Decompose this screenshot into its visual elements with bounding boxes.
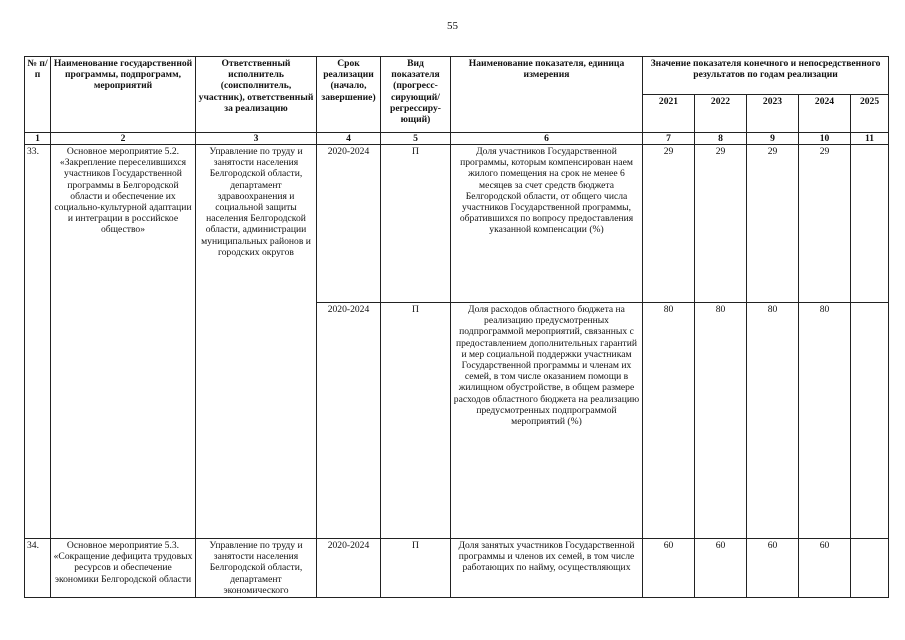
value-cell — [851, 303, 889, 539]
value-cell: 80 — [643, 303, 695, 539]
column-number: 10 — [799, 133, 851, 145]
measure-name: Основное мероприятие 5.2. «Закрепление переселившихся участников Государственной программы в Белгородской области и обеспечение их социально-культурной адаптации и интеграции в российское общество» — [51, 145, 196, 539]
header-indicator-type: Вид показателя (прогресс-сирующий/ регрессиру-ющий) — [381, 57, 451, 133]
header-year: 2021 — [643, 95, 695, 133]
header-term: Срок реализации (начало, завершение) — [317, 57, 381, 133]
column-number: 8 — [695, 133, 747, 145]
column-number: 3 — [196, 133, 317, 145]
value-cell: 29 — [747, 145, 799, 303]
column-number: 4 — [317, 133, 381, 145]
value-cell: 60 — [747, 539, 799, 598]
header-values-group: Значение показателя конечного и непосредственного результатов по годам реализации — [643, 57, 889, 95]
header-year: 2024 — [799, 95, 851, 133]
value-cell: 29 — [643, 145, 695, 303]
value-cell: 80 — [747, 303, 799, 539]
header-indicator-name: Наименование показателя, единица измерения — [451, 57, 643, 133]
header-responsible: Ответственный исполнитель (соисполнитель, участник), ответственный за реализацию — [196, 57, 317, 133]
measure-name: Основное мероприятие 5.3. «Сокращение дефицита трудовых ресурсов и обеспечение экономики Белгородской области — [51, 539, 196, 598]
table-row — [25, 145, 889, 303]
responsible-executor: Управление по труду и занятости населения Белгородской области, департамент здравоохранения и социальной защиты населения Белгородской области, администрации муниципальных районов и городских округов — [196, 145, 317, 539]
value-cell: 60 — [799, 539, 851, 598]
header-program-name: Наименование государственной программы, подпрограмм, мероприятий — [51, 57, 196, 133]
indicator-type-cell: П — [381, 539, 451, 598]
indicator-name-cell: Доля расходов областного бюджета на реализацию предусмотренных подпрограммой мероприятий, связанных с предоставлением дополнительных гарантий и мер социальной поддержки участникам Государственной программы и членам их семей, в том числе оказанием помощи в жилищном обустройстве, в общем размере расходов областного бюджета на реализацию предусмотренных подпрограммой мероприятий (%) — [451, 303, 643, 539]
column-number: 9 — [747, 133, 799, 145]
header-year: 2025 — [851, 95, 889, 133]
value-cell: 80 — [799, 303, 851, 539]
column-number: 6 — [451, 133, 643, 145]
header-year: 2023 — [747, 95, 799, 133]
indicators-table — [24, 56, 889, 598]
term-cell: 2020-2024 — [317, 303, 381, 539]
value-cell — [851, 145, 889, 303]
value-cell — [851, 539, 889, 598]
column-number: 2 — [51, 133, 196, 145]
indicator-type-cell: П — [381, 145, 451, 303]
header-year: 2022 — [695, 95, 747, 133]
value-cell: 60 — [643, 539, 695, 598]
indicator-type-cell: П — [381, 303, 451, 539]
indicator-name-cell: Доля участников Государственной программы, которым компенсирован наем жилого помещения на срок не менее 6 месяцев за счет средств бюджета Белгородской области, от общего числа участников Государственной программы, обратившихся по вопросу предоставления указанной компенсации (%) — [451, 145, 643, 303]
column-number: 11 — [851, 133, 889, 145]
responsible-executor: Управление по труду и занятости населения Белгородской области, департамент экономического — [196, 539, 317, 598]
value-cell: 60 — [695, 539, 747, 598]
value-cell: 80 — [695, 303, 747, 539]
row-number: 34. — [25, 539, 51, 598]
table-row — [25, 539, 889, 598]
column-number: 5 — [381, 133, 451, 145]
value-cell: 29 — [695, 145, 747, 303]
term-cell: 2020-2024 — [317, 145, 381, 303]
column-number: 7 — [643, 133, 695, 145]
term-cell: 2020-2024 — [317, 539, 381, 598]
column-number: 1 — [25, 133, 51, 145]
indicator-name-cell: Доля занятых участников Государственной программы и членов их семей, в том числе работающих по найму, осуществляющих — [451, 539, 643, 598]
page-number: 55 — [447, 20, 458, 32]
row-number: 33. — [25, 145, 51, 539]
header-no: № п/п — [25, 57, 51, 133]
value-cell: 29 — [799, 145, 851, 303]
